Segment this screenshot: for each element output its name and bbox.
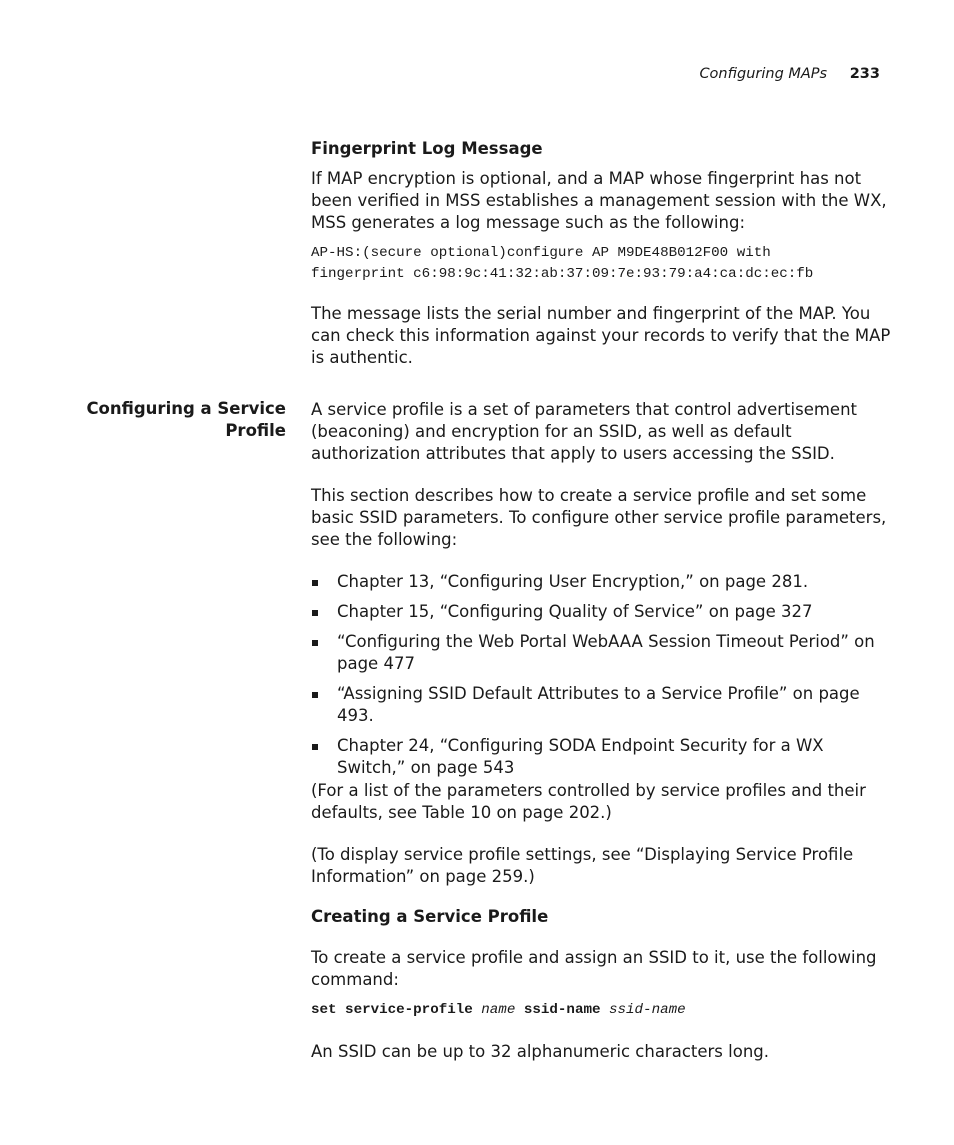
square-bullet-icon [312, 640, 318, 646]
creating-intro: To create a service profile and assign an SSID to it, use the following command: [311, 948, 877, 989]
page-number: 233 [849, 66, 880, 82]
service-profile-para1: A service profile is a set of parameters that control advertisement (beaconing) and encryption for an SSID, as well as default authorization attributes that apply to users accessing the SSID. [311, 400, 858, 463]
running-section-title: Configuring MAPs [699, 66, 828, 82]
list-item-text: “Assigning SSID Default Attributes to a Service Profile” on page 493. [337, 684, 860, 725]
creating-note-block [311, 1041, 891, 1063]
square-bullet-icon [312, 692, 318, 698]
list-item-text: Chapter 15, “Configuring Quality of Service” on page 327 [337, 602, 813, 621]
side-heading-configuring-service-profile [56, 398, 286, 442]
code-line-2: fingerprint c6:98:9c:41:32:ab:37:09:7e:93:79:a4:ca:dc:ec:fb [311, 265, 814, 282]
square-bullet-icon [312, 580, 318, 586]
square-bullet-icon [312, 744, 318, 750]
fingerprint-intro: If MAP encryption is optional, and a MAP whose fingerprint has not been verified in MSS establishes a management session with the WX, MSS generates a log message such as the following: [311, 169, 887, 232]
square-bullet-icon [312, 610, 318, 616]
command-syntax [311, 1000, 891, 1021]
bullet-list-block [311, 571, 891, 787]
list-item-text: Chapter 13, “Configuring User Encryption,” on page 281. [337, 572, 809, 591]
list-item [311, 631, 891, 675]
cmd-keyword-set-service-profile: set service-profile [311, 1002, 473, 1018]
list-item-text: Chapter 24, “Configuring SODA Endpoint Security for a WX Switch,” on page 543 [337, 736, 824, 777]
service-profile-para2: This section describes how to create a service profile and set some basic SSID parameters. To configure other service profile parameters, see the following: [311, 486, 887, 549]
service-profile-para1-block [311, 399, 891, 465]
command-syntax-block [311, 1000, 891, 1021]
service-profile-para3-block [311, 780, 891, 824]
fingerprint-followup-block [311, 303, 891, 369]
service-profile-para4: (To display service profile settings, see “Displaying Service Profile Information” on page 259.) [311, 845, 854, 886]
cmd-arg-name: name [481, 1002, 516, 1018]
fingerprint-code-block [311, 243, 891, 284]
creating-intro-block [311, 947, 891, 991]
page-header [699, 66, 880, 82]
side-heading-line-2: Profile [225, 421, 286, 440]
list-item [311, 601, 891, 623]
service-profile-para2-block [311, 485, 891, 551]
bullet-list [311, 571, 891, 779]
creating-note: An SSID can be up to 32 alphanumeric characters long. [311, 1042, 770, 1061]
creating-heading: Creating a Service Profile [311, 907, 549, 926]
fingerprint-section [311, 139, 891, 158]
list-item [311, 735, 891, 779]
service-profile-para3: (For a list of the parameters controlled by service profiles and their defaults, see Table 10 on page 202.) [311, 781, 866, 822]
cmd-arg-ssid-name: ssid-name [609, 1002, 686, 1018]
service-profile-para4-block [311, 844, 891, 888]
creating-heading-block [311, 907, 891, 926]
cmd-keyword-ssid-name: ssid-name [523, 1002, 601, 1018]
list-item [311, 571, 891, 593]
fingerprint-heading: Fingerprint Log Message [311, 139, 543, 158]
list-item-text: “Configuring the Web Portal WebAAA Session Timeout Period” on page 477 [337, 632, 875, 673]
fingerprint-intro-block [311, 168, 891, 234]
fingerprint-followup: The message lists the serial number and fingerprint of the MAP. You can check this information against your records to verify that the MAP is authentic. [311, 304, 891, 367]
list-item [311, 683, 891, 727]
side-heading-line-1: Configuring a Service [86, 399, 286, 418]
code-line-1: AP-HS:(secure optional)configure AP M9DE48B012F00 with [311, 245, 771, 261]
